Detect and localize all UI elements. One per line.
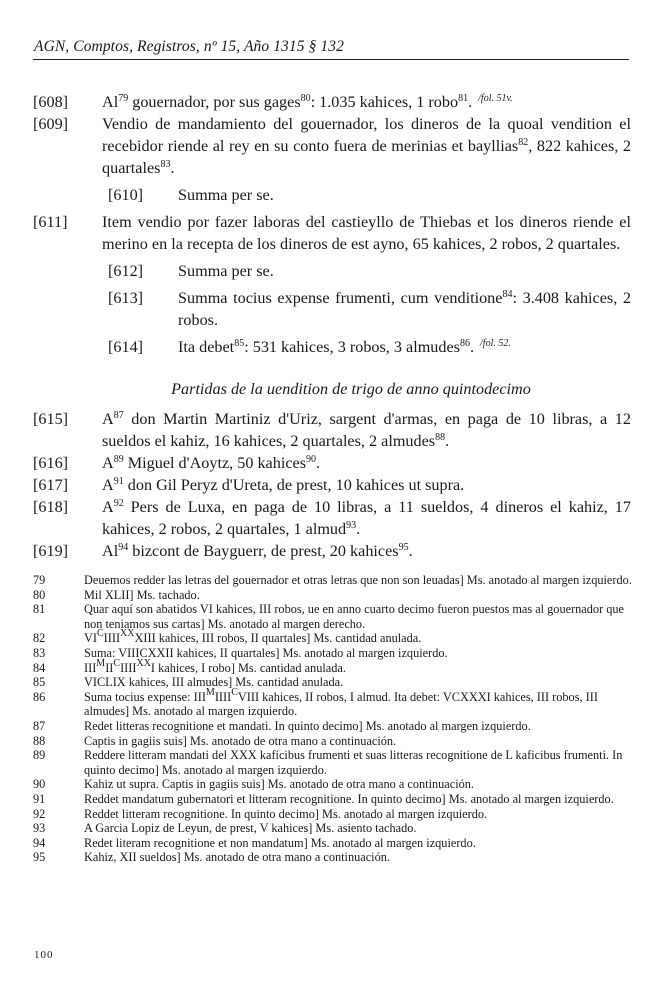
footnote-94 xyxy=(33,836,633,851)
footnote-number: 92 xyxy=(33,806,46,821)
footnote-82 xyxy=(33,628,633,646)
footnote-83 xyxy=(33,646,633,661)
entry-number: [618] xyxy=(33,498,69,516)
text-run: Redet litteras recognitione et mandati. In quinto decimo] Ms. anotado al margen izquierdo. xyxy=(84,718,531,733)
entry-619 xyxy=(33,540,631,562)
entry-616 xyxy=(33,452,631,474)
text-run: IIII xyxy=(120,660,137,675)
text-run: bizcont de Bayguerr, de prest, 20 kahices xyxy=(128,542,399,560)
text-run: Vendio de mandamiento del gouernador, los dineros de la quoal vendition el recebidor riende al rey en su conto fuera de merinias et bayllias xyxy=(102,115,631,155)
footnote-84 xyxy=(33,657,633,676)
footnote-ref: 91 xyxy=(113,476,124,487)
footnote-ref: 84 xyxy=(502,289,513,300)
footnote-ref: 90 xyxy=(306,454,316,465)
section-heading: Partidas de la uendition de trigo de anno quintodecimo xyxy=(171,380,531,398)
footnote-text xyxy=(33,628,633,646)
footnote-93 xyxy=(33,821,633,836)
text-run: Captis in gagiis suis] Ms. anotado de otra mano a continuación. xyxy=(84,733,397,748)
text-run: VI xyxy=(84,631,97,646)
footnote-number: 95 xyxy=(33,850,46,865)
text-run: III xyxy=(84,660,97,675)
footnote-ref: 89 xyxy=(113,454,124,465)
footnote-number: 85 xyxy=(33,675,46,690)
footnote-ref: 85 xyxy=(234,338,245,349)
text-run: , 822 kahices, 2 quartales xyxy=(102,137,632,177)
entry-text xyxy=(33,211,631,255)
text-run: : 531 kahices, 3 robos, 3 almudes xyxy=(244,338,460,356)
text-run: Redet literam recognitione et non mandatum] Ms. anotado al margen izquierdo. xyxy=(84,835,476,850)
footnote-ref: C xyxy=(113,657,121,669)
entry-615 xyxy=(33,408,631,452)
footnote-ref: 82 xyxy=(518,137,529,148)
text-run: Al xyxy=(102,93,119,111)
footnote-88 xyxy=(33,734,633,749)
footnote-number: 84 xyxy=(33,660,46,675)
footnote-ref: C xyxy=(96,628,104,640)
footnote-ref: C xyxy=(231,686,238,698)
text-run: . xyxy=(170,159,175,177)
entry-number: [609] xyxy=(33,115,69,133)
footnote-number: 86 xyxy=(33,689,46,704)
entry-number: [619] xyxy=(33,542,69,560)
entries-block-2 xyxy=(33,408,631,562)
text-run: Kahiz ut supra. Captis in gagiis suis] Ms. anotado de otra mano a continuación. xyxy=(84,777,475,792)
entry-number: [615] xyxy=(33,410,69,428)
entry-618 xyxy=(33,496,631,540)
text-run: . xyxy=(408,542,413,560)
footnote-ref: 92 xyxy=(113,498,124,509)
text-run: Summa tocius expense frumenti, cum venditione xyxy=(178,289,503,307)
text-run: Deuemos redder las letras del gouernador et otras letras que non son leuadas] Ms. anotado al margen izquierdo. xyxy=(84,573,632,587)
text-run: Item vendio por fazer laboras del castieyllo de Thiebas et los dineros riende el merino en la recepta de los dineros de est ayno, 65 kahices, 2 robos, 2 quartales. xyxy=(102,213,631,253)
text-run: A xyxy=(102,498,114,516)
entry-610 xyxy=(33,184,631,206)
text-run: . xyxy=(468,93,473,111)
text-run: A xyxy=(102,410,114,428)
footnote-text xyxy=(33,807,633,822)
footnotes xyxy=(33,573,633,865)
entry-text xyxy=(33,408,631,452)
text-run: Reddere litteram mandati del XXX kaficibus frumenti et suas litteras recognitione de L kaficibus frumenti. In quinto decimo] Ms. anotado al margen izquierdo. xyxy=(84,748,623,777)
footnote-ref: 88 xyxy=(435,432,446,443)
footnote-text xyxy=(33,821,633,836)
footnote-text xyxy=(33,573,633,588)
text-run: Suma: VIIICXXII kahices, II quartales] Ms. anotado al margen izquierdo. xyxy=(84,645,448,660)
footnote-text xyxy=(33,588,633,603)
entry-text xyxy=(33,91,631,113)
running-head: AGN, Comptos, Registros, nº 15, Año 1315 § 132 xyxy=(34,38,344,55)
text-run: XIII kahices, III robos, II quartales] Ms. cantidad anulada. xyxy=(134,631,422,646)
entry-613 xyxy=(33,287,631,331)
entries-block-1 xyxy=(33,91,631,358)
entry-number: [616] xyxy=(33,454,69,472)
footnote-text xyxy=(33,657,633,676)
entry-number: [617] xyxy=(33,476,69,494)
text-run: Reddet litteram recognitione. In quinto decimo] Ms. anotado al margen izquierdo. xyxy=(84,806,488,821)
text-run: A Garcia Lopiz de Leyun, de prest, V kahices] Ms. asiento tachado. xyxy=(84,821,417,836)
footnote-number: 93 xyxy=(33,821,46,836)
footnote-ref: M xyxy=(205,686,215,698)
entry-text xyxy=(33,496,631,540)
entry-611 xyxy=(33,211,631,255)
entry-number: [614] xyxy=(108,338,144,356)
footnote-ref: XX xyxy=(136,657,151,669)
footnote-number: 91 xyxy=(33,791,46,806)
footnote-text xyxy=(33,602,633,631)
text-run: II xyxy=(105,660,114,675)
footnote-text xyxy=(33,734,633,749)
footnote-number: 89 xyxy=(33,748,46,763)
footnote-text xyxy=(33,686,633,719)
text-run: . xyxy=(356,520,361,538)
entry-608 xyxy=(33,91,631,113)
text-run: Al xyxy=(102,542,119,560)
footnote-text xyxy=(33,777,633,792)
text-run: Kahiz, XII sueldos] Ms. anotado de otra mano a continuación. xyxy=(84,850,390,865)
entry-number: [608] xyxy=(33,93,69,111)
footnote-number: 79 xyxy=(33,573,46,587)
text-run: don Gil Peryz d'Ureta, de prest, 10 kahices ut supra. xyxy=(123,476,465,494)
text-run: A xyxy=(102,454,114,472)
text-run: gouernador, por sus gages xyxy=(128,93,301,111)
text-run: : 3.408 kahices, 2 robos. xyxy=(178,289,631,329)
footnote-90 xyxy=(33,777,633,792)
text-run: IIII xyxy=(103,631,121,646)
footnote-87 xyxy=(33,719,633,734)
text-run: Reddet mandatum gubernatori et litteram recognitione. In quinto decimo] Ms. anotado al margen izquierdo. xyxy=(84,791,614,806)
header-rule xyxy=(33,59,629,60)
footnote-79 xyxy=(33,573,633,588)
text-run: : 1.035 kahices, 1 robo xyxy=(310,93,459,111)
entry-612 xyxy=(33,260,631,282)
text-run: Mil XLII] Ms. tachado. xyxy=(84,587,200,602)
text-run: Summa per se. xyxy=(178,186,274,204)
footnote-text xyxy=(33,646,633,661)
footnote-ref: 87 xyxy=(113,410,124,421)
entry-number: [613] xyxy=(108,289,144,307)
text-run: don Martin Martiniz d'Uriz, sargent d'armas, en paga de 10 libras, a 12 sueldos el kahiz, 16 kahices, 2 quartales, 2 almudes xyxy=(102,410,631,450)
text-run: IIII xyxy=(214,689,232,704)
footnote-ref: 93 xyxy=(346,520,357,531)
footnote-ref: XX xyxy=(120,628,135,640)
footnote-85 xyxy=(33,675,633,690)
entry-number: [612] xyxy=(108,262,144,280)
footnote-89 xyxy=(33,748,633,777)
folio-marker: /fol. 51v. xyxy=(478,93,513,104)
footnote-ref: 95 xyxy=(398,542,409,553)
text-run: Pers de Luxa, en paga de 10 libras, a 11 sueldos, 4 dineros el kahiz, 17 kahices, 2 robos, 2 quartales, 1 almud xyxy=(102,498,631,538)
footnote-text xyxy=(33,850,633,865)
footnote-ref: 81 xyxy=(458,93,469,104)
footnote-91 xyxy=(33,792,633,807)
entry-text xyxy=(33,452,631,474)
entry-text xyxy=(33,113,631,179)
footnote-95 xyxy=(33,850,633,865)
footnote-text xyxy=(33,675,633,690)
footnote-number: 94 xyxy=(33,835,46,850)
footnote-text xyxy=(33,748,633,777)
footnote-86 xyxy=(33,686,633,719)
footnote-number: 82 xyxy=(33,631,46,646)
footnote-number: 81 xyxy=(33,602,46,617)
footnote-92 xyxy=(33,807,633,822)
text-run: Miguel d'Aoytz, 50 kahices xyxy=(123,454,306,472)
entry-617 xyxy=(33,474,631,496)
text-run: A xyxy=(102,476,114,494)
entry-number: [610] xyxy=(108,186,144,204)
footnote-number: 88 xyxy=(33,733,46,748)
footnote-ref: 79 xyxy=(118,93,129,104)
footnote-ref: M xyxy=(96,657,106,669)
footnote-text xyxy=(33,836,633,851)
text-run: VIII kahices, II robos, I almud. Ita debet: VCXXXI kahices, III robos, III almudes] Ms. anotado al margen izquierdo. xyxy=(84,689,598,719)
text-run: Suma tocius expense: III xyxy=(84,689,206,704)
entry-text xyxy=(33,474,631,496)
page-number: 100 xyxy=(34,949,54,961)
footnote-text xyxy=(33,792,633,807)
entry-609 xyxy=(33,113,631,179)
footnote-ref: 86 xyxy=(459,338,470,349)
footnote-number: 80 xyxy=(33,587,46,602)
folio-marker: /fol. 52. xyxy=(480,338,511,349)
footnote-ref: 94 xyxy=(118,542,129,553)
footnote-ref: 80 xyxy=(300,93,311,104)
text-run: VICLIX kahices, III almudes] Ms. cantidad anulada. xyxy=(84,675,344,690)
text-run: Summa per se. xyxy=(178,262,274,280)
footnote-ref: 83 xyxy=(160,159,171,170)
text-run: Ita debet xyxy=(178,338,235,356)
text-run: . xyxy=(469,338,475,356)
entry-614 xyxy=(33,336,631,358)
text-run: . xyxy=(316,454,321,472)
footnote-80 xyxy=(33,588,633,603)
entry-text xyxy=(33,540,631,562)
footnote-number: 87 xyxy=(33,718,46,733)
footnote-number: 83 xyxy=(33,645,46,660)
footnote-text xyxy=(33,719,633,734)
entry-number: [611] xyxy=(33,213,68,231)
footnote-number: 90 xyxy=(33,777,46,792)
text-run: Quar aquí son abatidos VI kahices, III robos, ue en anno cuarto decimo fueron puestos mas al gouernador que non teniamos sus cartas] Ms. anotado al margen derecho. xyxy=(84,602,624,631)
footnote-81 xyxy=(33,602,633,631)
text-run: . xyxy=(445,432,450,450)
text-run: I kahices, I robo] Ms. cantidad anulada. xyxy=(150,660,346,675)
